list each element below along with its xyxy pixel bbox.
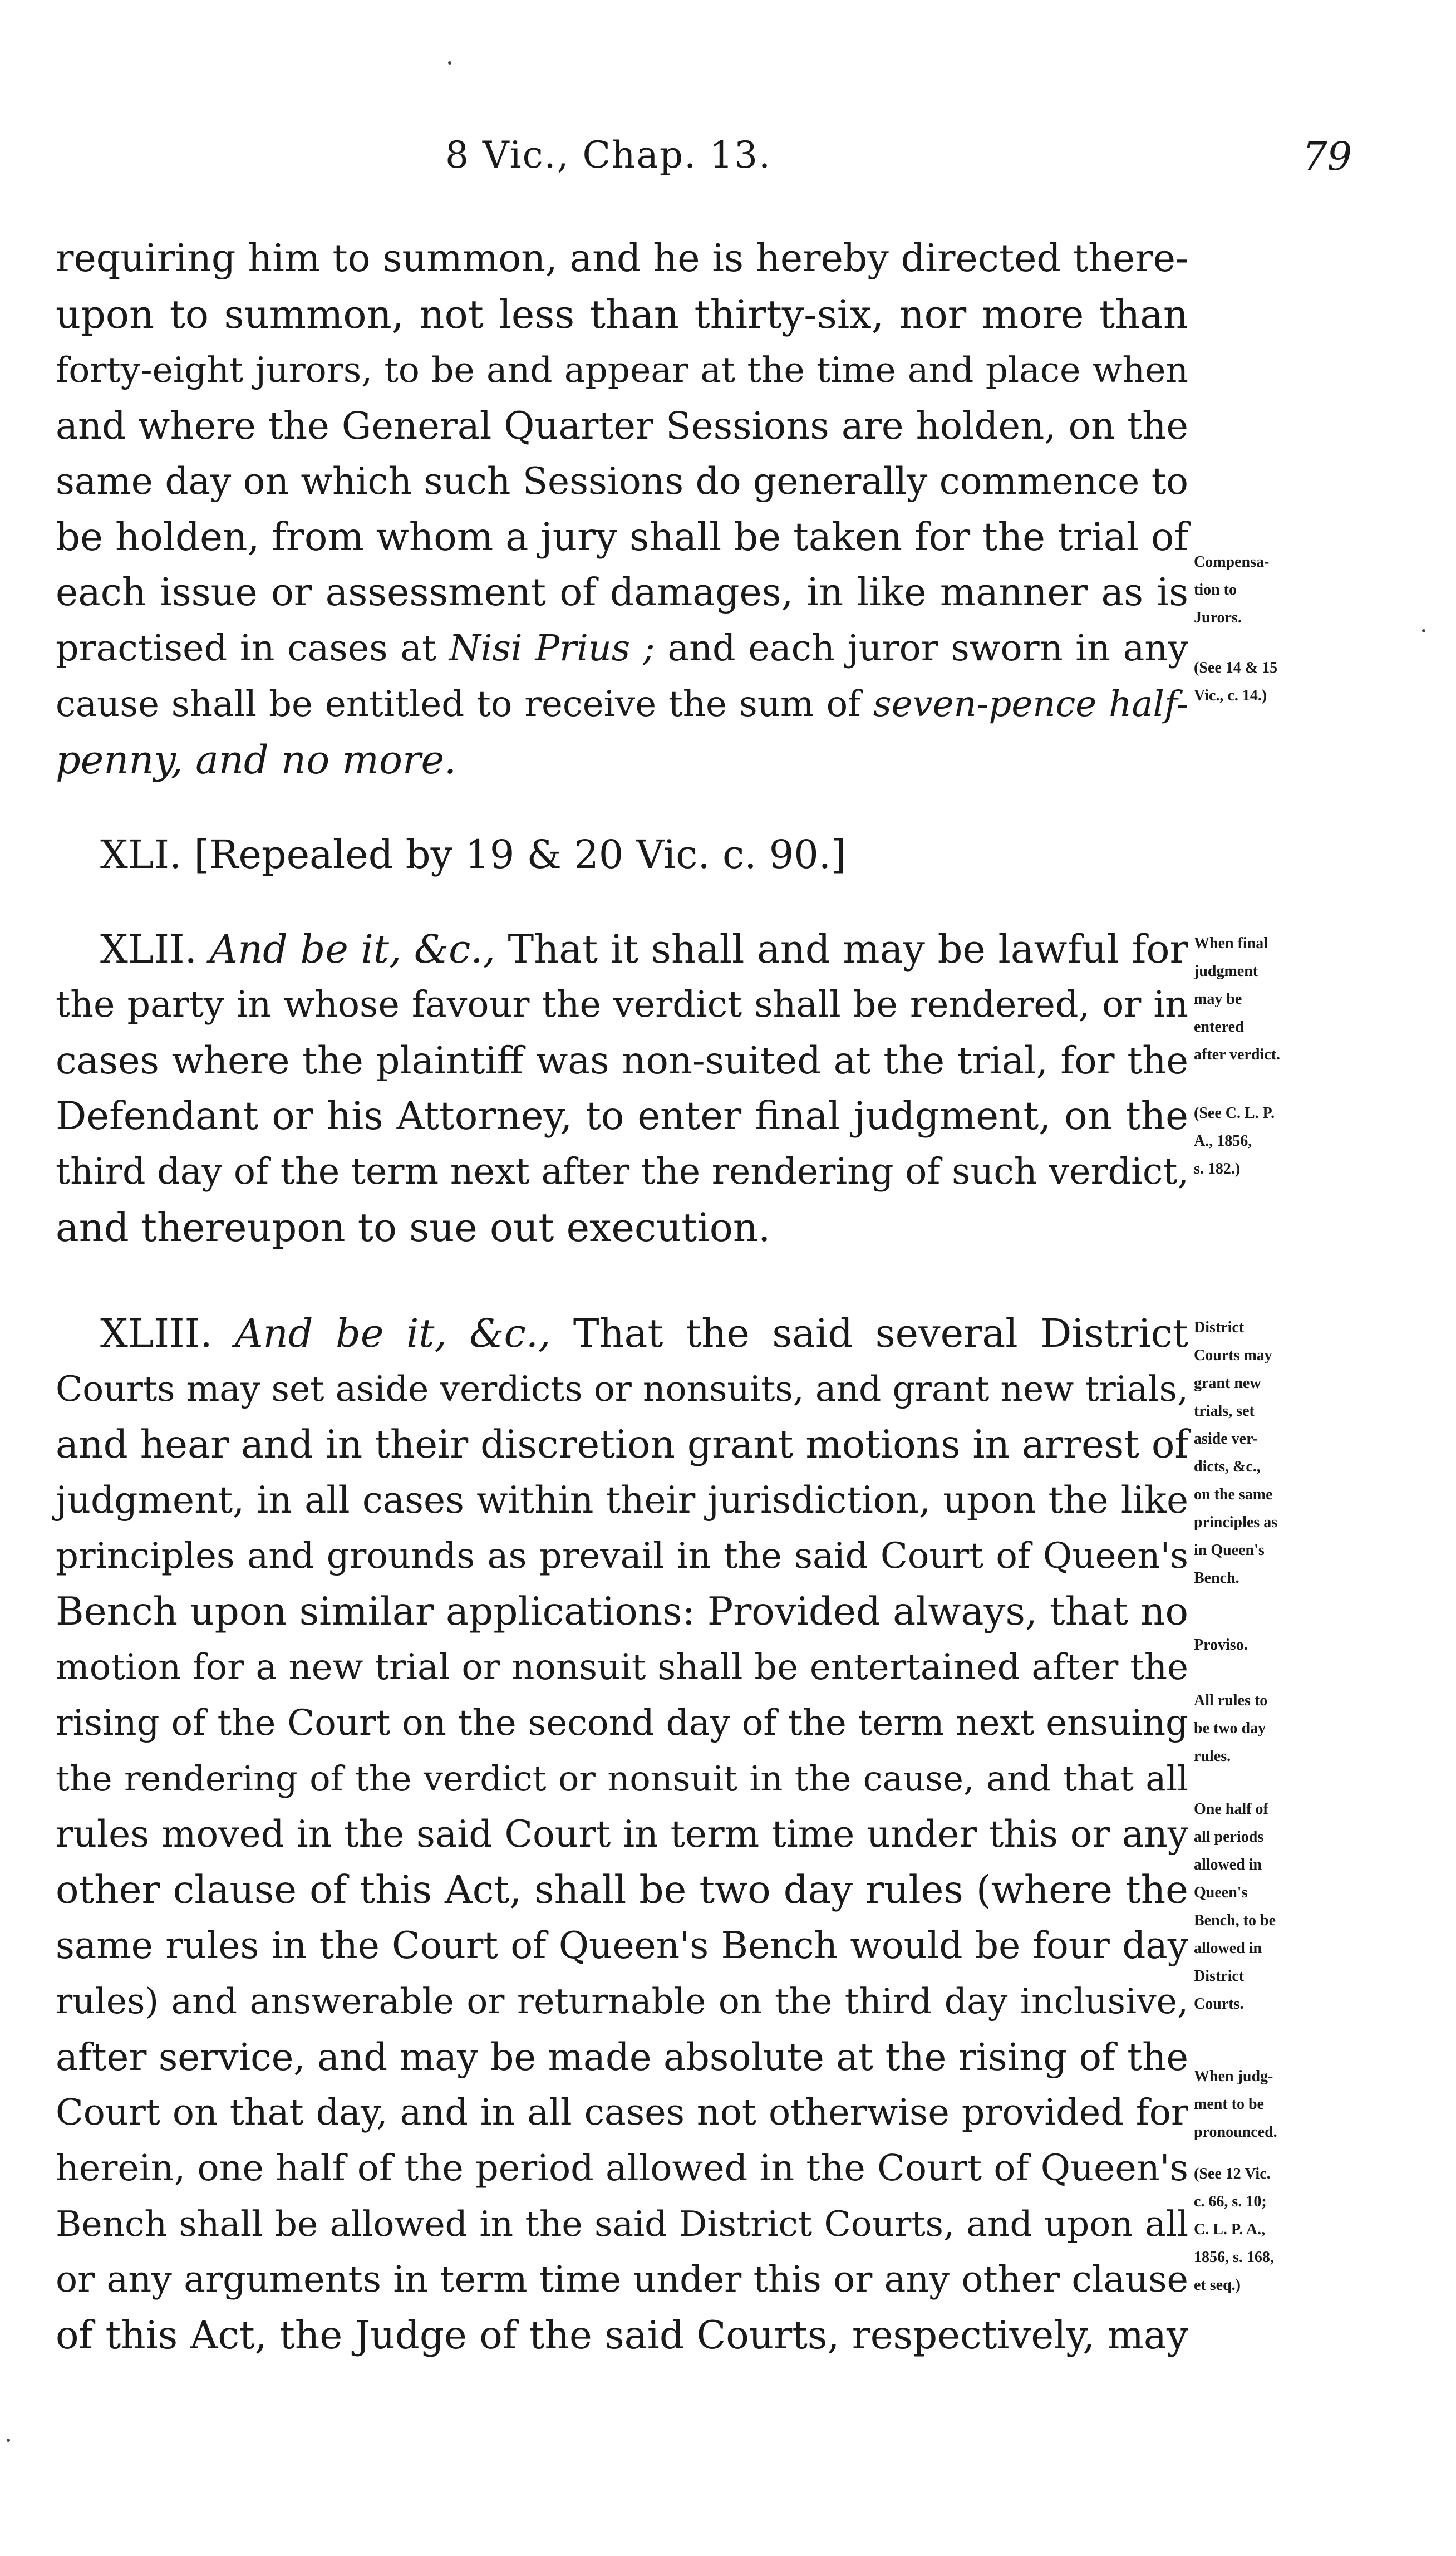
paragraph-continued	[56, 231, 1188, 788]
text-line: same day on which such Sessions do generally commence to	[56, 460, 1188, 503]
latin-term: Nisi Prius ;	[449, 627, 655, 669]
note-line: rules.	[1194, 1748, 1231, 1765]
text-fragment: and each juror sworn in any	[655, 627, 1188, 669]
marginal-note-final-judgment	[1194, 930, 1455, 1069]
note-line: on the same	[1194, 1486, 1273, 1503]
text-line: rules moved in the said Court in term time under this or any	[56, 1813, 1188, 1856]
note-line: principles as	[1194, 1514, 1278, 1531]
text-line: Court on that day, and in all cases not otherwise provided for	[56, 2092, 1188, 2133]
text-line: rules) and answerable or returnable on the third day inclusive,	[56, 1981, 1188, 2022]
marginal-note-final-judgment-ref	[1194, 1100, 1455, 1183]
text-line	[56, 621, 1188, 676]
sum-text: seven-pence half-	[873, 684, 1189, 725]
text-line: cases where the plaintiff was non-suited at the trial, for the	[56, 1039, 1188, 1082]
running-head: 8 Vic., Chap. 13.	[445, 134, 772, 176]
note-line: allowed in	[1194, 1856, 1262, 1873]
note-line: c. 66, s. 10;	[1194, 2193, 1267, 2210]
note-line: Bench, to be	[1194, 1912, 1276, 1929]
section-xliii	[56, 1306, 1188, 2363]
text-line: same rules in the Court of Queen's Bench would be four day	[56, 1924, 1188, 1967]
text-line: third day of the term next after the rendering of such verdict,	[56, 1151, 1189, 1193]
text-line: judgment, in all cases within their jurisdiction, upon the like	[56, 1479, 1188, 1522]
text-fragment: That it shall and may be lawful for	[495, 926, 1189, 972]
scan-speck	[1422, 629, 1425, 632]
text-line: or any arguments in term time under this or any other clause	[56, 2259, 1188, 2300]
note-line: grant new	[1194, 1375, 1261, 1392]
text-line: be holden, from whom a jury shall be taken for the trial of	[56, 515, 1188, 560]
note-line: s. 182.)	[1194, 1160, 1241, 1178]
note-line: ment to be	[1194, 2096, 1264, 2113]
text-line: of this Act, the Judge of the said Courts, respectively, may	[56, 2313, 1188, 2358]
note-line: Compensa-	[1194, 553, 1270, 571]
page-number: 79	[1302, 134, 1352, 179]
note-line: When judg-	[1194, 2068, 1273, 2085]
text-line	[56, 732, 1188, 788]
text-line: rising of the Court on the second day of the term next ensuing	[56, 1703, 1188, 1744]
text-line: upon to summon, not less than thirty-six, nor more than	[56, 292, 1188, 337]
text-line: herein, one half of the period allowed in the Court of Queen's	[56, 2147, 1188, 2189]
enacting-formula: And be it, &c.,	[235, 1311, 551, 1356]
scan-speck	[448, 61, 451, 65]
text-line: forty-eight jurors, to be and appear at the time and place when	[56, 350, 1188, 390]
note-line: One half of	[1194, 1801, 1268, 1818]
note-line: When final	[1194, 935, 1268, 952]
text-line: Defendant or his Attorney, to enter final judgment, on the	[56, 1094, 1188, 1139]
text-fragment: That the said several District	[550, 1311, 1188, 1356]
text-line: principles and grounds as prevail in the said Court of Queen's	[56, 1535, 1188, 1577]
note-line: judgment	[1194, 963, 1258, 980]
note-line: pronounced.	[1194, 2123, 1277, 2141]
marginal-note-judgment-pronounced	[1194, 2063, 1455, 2146]
marginal-note-compensation-ref	[1194, 654, 1455, 710]
text-line: the rendering of the verdict or nonsuit in the cause, and that all	[56, 1758, 1188, 1799]
note-line: may be	[1194, 990, 1242, 1008]
enacting-formula: And be it, &c.,	[209, 926, 495, 972]
note-line: be two day	[1194, 1720, 1266, 1737]
text-line: after service, and may be made absolute at the rising of the	[56, 2035, 1188, 2079]
text-line: requiring him to summon, and he is hereby directed there-	[56, 237, 1188, 281]
note-line: (See 12 Vic.	[1194, 2165, 1271, 2182]
note-line: entered	[1194, 1018, 1244, 1036]
note-line: Vic., c. 14.)	[1194, 687, 1267, 704]
text-line	[56, 1306, 1188, 1361]
note-line: aside ver-	[1194, 1430, 1258, 1448]
marginal-note-new-trials	[1194, 1314, 1455, 1592]
note-line: after verdict.	[1194, 1046, 1280, 1063]
sum-text: penny, and no more.	[56, 737, 457, 783]
section-repealed: XLI. [Repealed by 19 & 20 Vic. c. 90.]	[100, 832, 847, 877]
text-fragment: practised in cases at	[56, 627, 449, 669]
note-line: trials, set	[1194, 1402, 1255, 1420]
marginal-note-compensation	[1194, 548, 1455, 632]
text-line	[56, 921, 1188, 977]
note-line: in Queen's	[1194, 1542, 1265, 1559]
section-xlii	[56, 921, 1188, 1255]
text-line: Bench upon similar applications: Provided always, that no	[56, 1589, 1188, 1634]
text-line: Courts may set aside verdicts or nonsuits, and grant new trials,	[56, 1368, 1188, 1409]
text-line: the party in whose favour the verdict shall be rendered, or in	[56, 984, 1188, 1026]
scan-speck	[7, 2439, 10, 2442]
text-line: each issue or assessment of damages, in like manner as is	[56, 571, 1188, 615]
note-line: A., 1856,	[1194, 1132, 1252, 1150]
section-number: XLIII.	[100, 1311, 235, 1356]
marginal-note-rules	[1194, 1687, 1455, 1770]
section-number: XLII.	[100, 926, 210, 972]
note-line: (See C. L. P.	[1194, 1105, 1275, 1122]
text-line: Bench shall be allowed in the said District Courts, and upon all	[56, 2204, 1188, 2244]
marginal-note-half-periods	[1194, 1795, 1455, 2018]
note-line: et seq.)	[1194, 2277, 1241, 2294]
note-line: District	[1194, 1319, 1245, 1336]
note-line: Courts may	[1194, 1347, 1272, 1364]
note-line: 1856, s. 168,	[1194, 2249, 1274, 2266]
text-fragment: cause shall be entitled to receive the sum of	[56, 684, 873, 725]
text-line: other clause of this Act, shall be two day rules (where the	[56, 1868, 1188, 1912]
marginal-note-proviso	[1194, 1631, 1455, 1659]
text-line	[56, 676, 1188, 732]
note-line: tion to	[1194, 581, 1237, 598]
note-line: all periods	[1194, 1828, 1264, 1846]
text-line: and where the General Quarter Sessions are holden, on the	[56, 404, 1188, 448]
note-line: Courts.	[1194, 1995, 1244, 2013]
text-line: and thereupon to sue out execution.	[56, 1205, 771, 1250]
note-line: Proviso.	[1194, 1636, 1248, 1654]
note-line: dicts, &c.,	[1194, 1458, 1261, 1475]
note-line: (See 14 & 15	[1194, 659, 1278, 676]
text-line: motion for a new trial or nonsuit shall be entertained after the	[56, 1647, 1188, 1688]
note-line: C. L. P. A.,	[1194, 2221, 1266, 2238]
note-line: Queen's	[1194, 1884, 1248, 1901]
note-line: District	[1194, 1968, 1245, 1985]
marginal-note-judgment-ref	[1194, 2160, 1455, 2299]
text-line: and hear and in their discretion grant motions in arrest of	[56, 1422, 1189, 1467]
note-line: Jurors.	[1194, 609, 1242, 626]
note-line: All rules to	[1194, 1692, 1268, 1709]
section-xli	[56, 827, 1188, 882]
note-line: Bench.	[1194, 1569, 1239, 1587]
note-line: allowed in	[1194, 1940, 1262, 1957]
